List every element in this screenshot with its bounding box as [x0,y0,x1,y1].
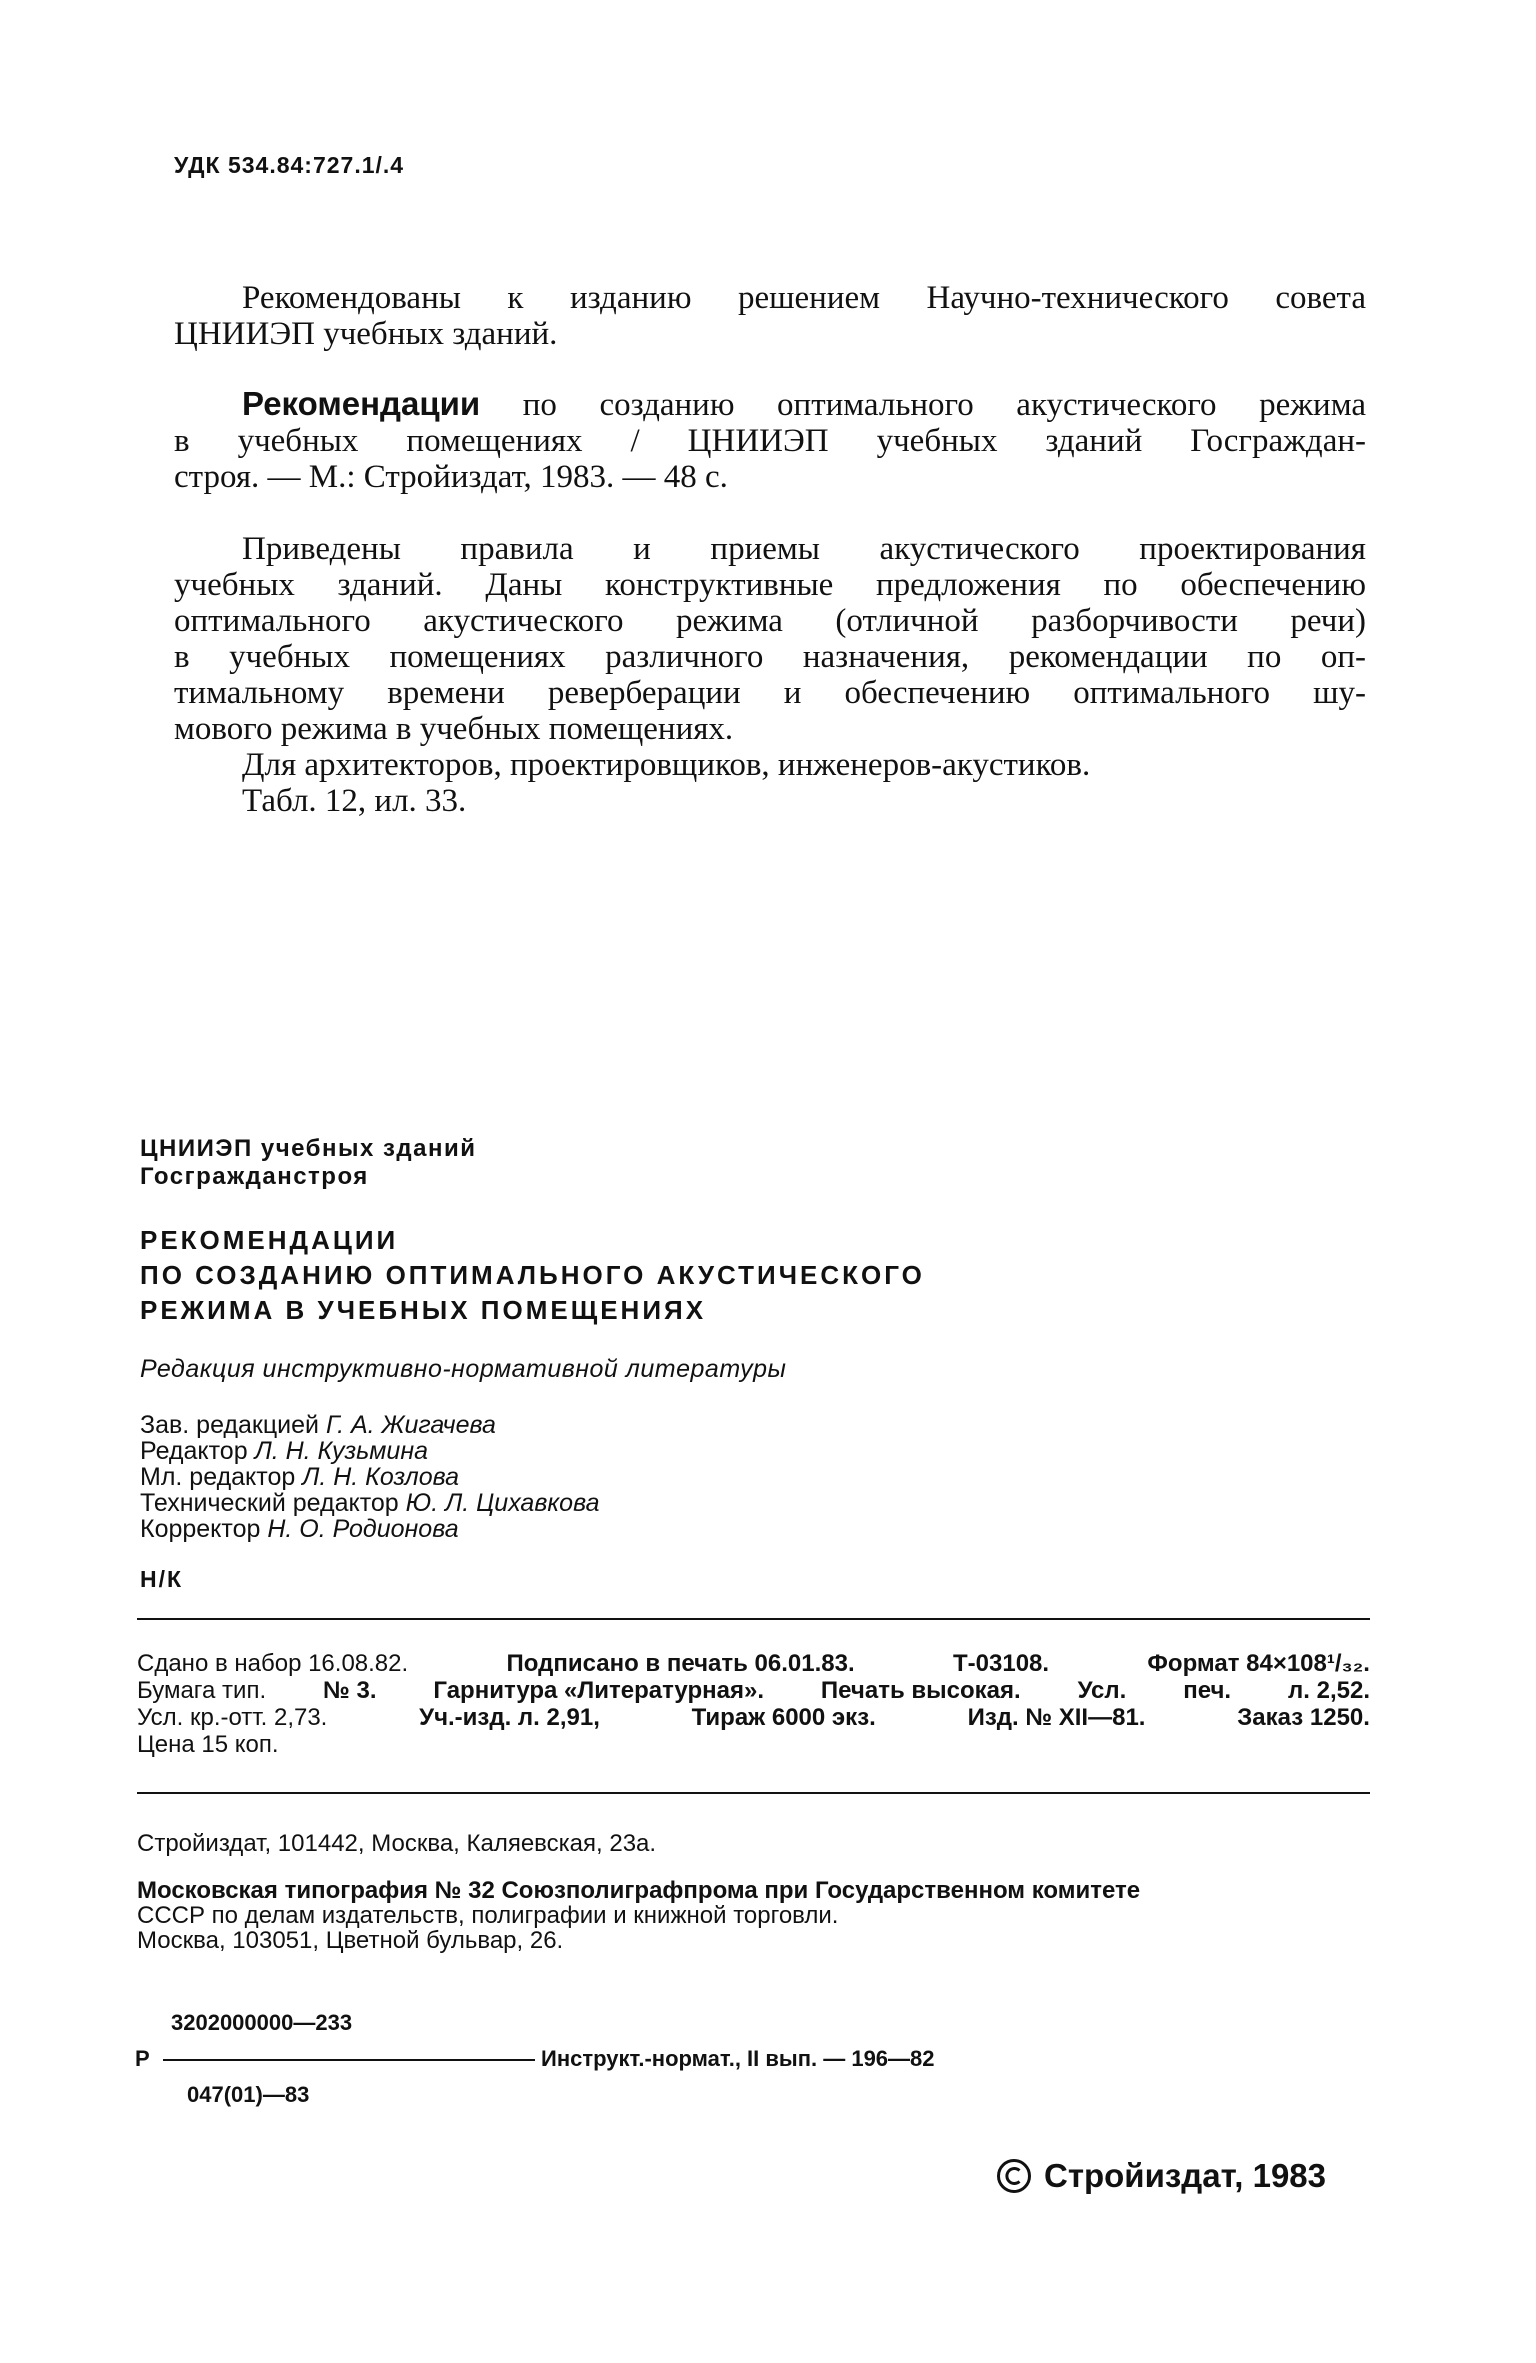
org-line-1: ЦНИИЭП учебных зданий [140,1135,477,1162]
recommendation-line-1: Рекомендованы к изданию решением Научно-технического совета [242,280,1366,316]
print-field: Гарнитура «Литературная». [433,1677,764,1704]
staff-name: Г. А. Жигачева [325,1411,496,1439]
print-field: Уч.-изд. л. 2,91, [419,1704,600,1731]
abstract-audience: Для архитекторов, проектировщиков, инженеров-акустиков. [242,747,1091,783]
print-field: Сдано в набор 16.08.82. [137,1650,409,1677]
abstract-line: оптимального акустического режима (отличной разборчивости речи) [174,603,1366,639]
divider-top [137,1618,1370,1620]
abstract-line: мового режима в учебных помещениях. [174,711,734,747]
edition-office: Редакция инструктивно-нормативной литературы [140,1355,787,1383]
catalog-code-top: 3202000000—233 [171,2010,353,2035]
typo-line-2: СССР по делам издательств, полиграфии и книжной торговли. [137,1902,839,1929]
divider-bottom [137,1792,1370,1794]
printing-house [137,1878,1390,1953]
bib-line-3: строя. — М.: Стройиздат, 1983. — 48 с. [174,459,728,495]
abstract-line: учебных зданий. Даны конструктивные предложения по обеспечению [174,567,1366,603]
typo-line-3: Москва, 103051, Цветной бульвар, 26. [137,1927,564,1954]
print-field: Тираж 6000 экз. [691,1704,876,1731]
title-line-2: ПО СОЗДАНИЮ ОПТИМАЛЬНОГО АКУСТИЧЕСКОГО [140,1260,925,1290]
staff-row [140,1438,600,1464]
recommendation-note [174,280,1366,352]
copyright-text: Стройиздат, 1983 [1044,2157,1327,2194]
staff-name: Л. Н. Кузьмина [254,1437,428,1465]
title-line-3: РЕЖИМА В УЧЕБНЫХ ПОМЕЩЕНИЯХ [140,1295,707,1325]
staff-role: Технический редактор [140,1489,399,1517]
abstract [174,531,1366,819]
recommendation-line-2: ЦНИИЭП учебных зданий. [174,316,558,352]
copyright-icon [996,2158,1032,2194]
bib-line-1-rest: по созданию оптимального акустического режима [522,387,1366,423]
print-field: Заказ 1250. [1237,1704,1370,1731]
staff-role: Корректор [140,1515,261,1543]
abstract-line: Приведены правила и приемы акустического проектирования [242,531,1366,567]
catalog-fraction-line [163,2059,535,2061]
staff-role: Мл. редактор [140,1463,296,1491]
staff-role: Редактор [140,1437,248,1465]
book-title [140,1223,925,1328]
publisher-address: Стройиздат, 101442, Москва, Каляевская, 23а. [137,1830,657,1857]
staff-name: Ю. Л. Цихавкова [405,1489,600,1517]
print-field: Бумага тип. [137,1677,267,1704]
bib-title: Рекомендации [242,385,481,422]
nk-mark: Н/К [140,1566,184,1592]
bib-line-2: в учебных помещениях / ЦНИИЭП учебных зданий Госграждан- [174,423,1366,459]
publisher-block [140,1135,477,1191]
udk-code: УДК 534.84:727.1/.4 [174,152,405,178]
print-line-3 [137,1704,1370,1731]
print-field: Формат 84×108¹/₃₂. [1147,1650,1370,1677]
print-field: Усл. [1077,1677,1127,1704]
org-line-2: Госгражданстроя [140,1163,369,1190]
staff-list [140,1412,600,1542]
staff-name: Н. О. Родионова [267,1515,459,1543]
title-line-1: РЕКОМЕНДАЦИИ [140,1225,399,1255]
print-field: № 3. [323,1677,377,1704]
catalog-letter: Р [135,2046,150,2071]
bib-line-1 [174,386,1366,423]
print-field: Изд. № XII—81. [967,1704,1146,1731]
staff-row [140,1464,600,1490]
print-field: Т-03108. [953,1650,1050,1677]
staff-row [140,1490,600,1516]
catalog-code-bottom: 047(01)—83 [187,2082,310,2107]
abstract-tables: Табл. 12, ил. 33. [242,783,467,819]
abstract-line: тимальному времени реверберации и обеспечению оптимального шу- [174,675,1366,711]
print-field: печ. [1183,1677,1232,1704]
print-field: л. 2,52. [1288,1677,1370,1704]
print-field: Подписано в печать 06.01.83. [506,1650,855,1677]
catalog-series: Инструкт.-нормат., II вып. — 196—82 [541,2046,935,2071]
print-field: Печать высокая. [820,1677,1021,1704]
print-line-4: Цена 15 коп. [137,1731,279,1758]
copyright [996,2157,1326,2195]
print-line-1 [137,1650,1370,1677]
print-line-2 [137,1677,1370,1704]
staff-role: Зав. редакцией [140,1411,320,1439]
bibliographic-description [174,386,1366,495]
abstract-line: в учебных помещениях различного назначения, рекомендации по оп- [174,639,1366,675]
typo-line-1: Московская типография № 32 Союзполиграфпрома при Государственном комитете [137,1877,1141,1904]
print-field: Усл. кр.-отт. 2,73. [137,1704,328,1731]
print-details [137,1650,1370,1758]
staff-row [140,1516,600,1542]
staff-name: Л. Н. Козлова [302,1463,460,1491]
staff-row [140,1412,600,1438]
